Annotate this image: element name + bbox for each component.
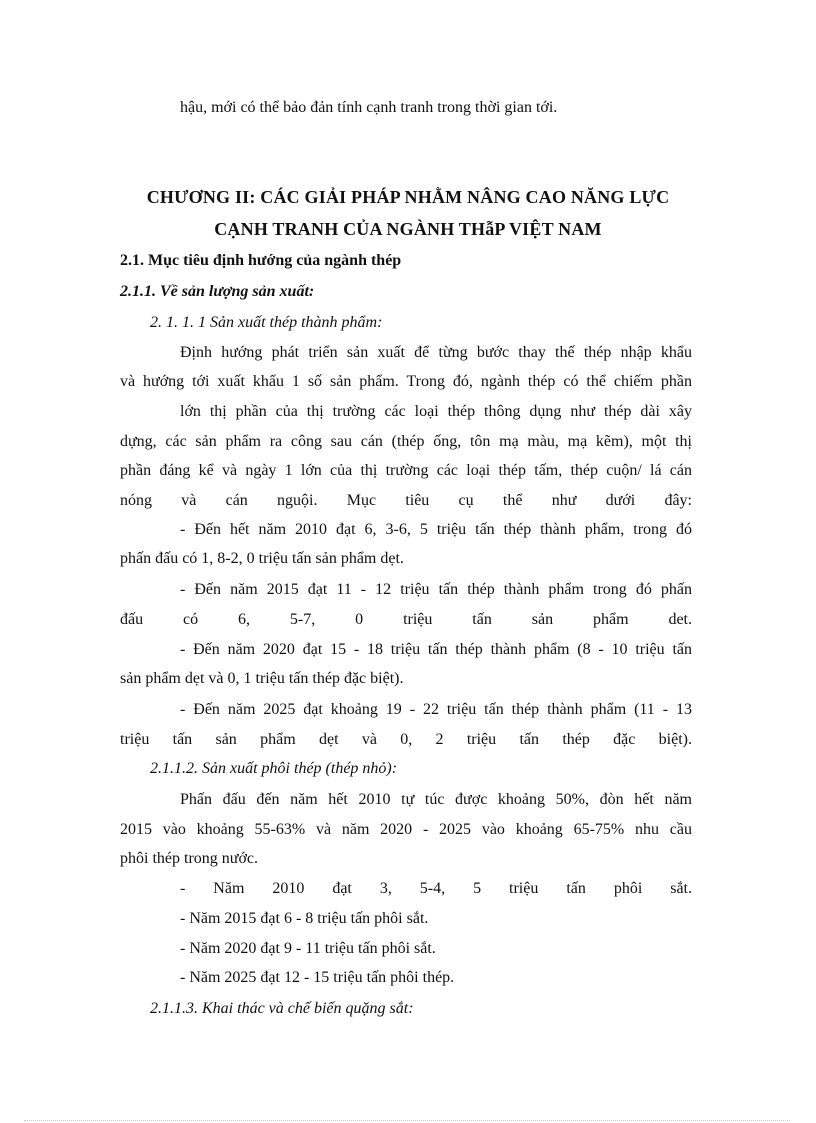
list-item: - Đến năm 2020 đạt 15 - 18 triệu tấn thép thành phẩm (8 - 10 triệu tấn xyxy=(180,641,692,658)
list-item: phấn đấu có 1, 8-2, 0 triệu tấn sản phẩm dẹt. xyxy=(120,550,404,567)
sub-subsection-heading: 2.1.1.3. Khai thác và chế biến quặng sắt: xyxy=(150,1000,414,1017)
list-item: sản phẩm dẹt và 0, 1 triệu tấn thép đặc biệt). xyxy=(120,670,404,687)
paragraph-line: phần đáng kể và ngày 1 lớn của thị trường các loại thép tấm, thép cuộn/ lá cán xyxy=(120,462,692,479)
paragraph-line: lớn thị phần của thị trường các loại thép thông dụng như thép dài xây xyxy=(180,403,692,420)
page-bottom-divider xyxy=(24,1120,790,1121)
paragraph-line: Định hướng phát triển sản xuất để từng bước thay thế thép nhập khẩu xyxy=(180,344,692,361)
paragraph-line: dựng, các sản phẩm ra công sau cán (thép ống, tôn mạ màu, mạ kẽm), một thị xyxy=(120,433,692,450)
list-item: - Năm 2020 đạt 9 - 11 triệu tấn phôi sắt. xyxy=(180,940,436,957)
list-item: triệu tấn sản phẩm dẹt và 0, 2 triệu tấn thép đặc biệt). xyxy=(120,731,692,748)
list-item: - Năm 2015 đạt 6 - 8 triệu tấn phôi sắt. xyxy=(180,910,429,927)
section-heading: 2.1. Mục tiêu định hướng của ngành thép xyxy=(120,252,402,269)
paragraph-line: phôi thép trong nước. xyxy=(120,850,258,867)
chapter-title-line-2: CẠNH TRANH CỦA NGÀNH THẫP VIỆT NAM xyxy=(214,219,602,239)
paragraph-line: 2015 vào khoảng 55-63% và năm 2020 - 2025 vào khoảng 65-75% nhu cầu xyxy=(120,821,692,838)
paragraph-line: nóng và cán nguội. Mục tiêu cụ thể như dưới đây: xyxy=(120,492,692,509)
list-item: - Năm 2025 đạt 12 - 15 triệu tấn phôi thép. xyxy=(180,969,455,986)
text-line: hậu, mới có thể bảo đản tính cạnh tranh trong thời gian tới. xyxy=(180,99,558,116)
paragraph-line: Phấn đấu đến năm hết 2010 tự túc được khoảng 50%, đòn hết năm xyxy=(180,791,692,808)
chapter-title-line-1: CHƯƠNG II: CÁC GIẢI PHÁP NHẰM NÂNG CAO NĂNG LỰC xyxy=(146,187,670,207)
list-item: đấu có 6, 5-7, 0 triệu tấn sản phẩm det. xyxy=(120,611,692,628)
sub-subsection-heading: 2.1.1.2. Sản xuất phôi thép (thép nhỏ): xyxy=(150,760,398,777)
list-item: - Năm 2010 đạt 3, 5-4, 5 triệu tấn phôi sắt. xyxy=(180,880,692,897)
subsection-heading: 2.1.1. Về sản lượng sản xuất: xyxy=(120,283,315,300)
list-item: - Đến năm 2015 đạt 11 - 12 triệu tấn thép thành phẩm trong đó phấn xyxy=(180,581,692,598)
list-item: - Đến hết năm 2010 đạt 6, 3-6, 5 triệu tấn thép thành phẩm, trong đó xyxy=(180,521,692,538)
sub-subsection-heading: 2. 1. 1. 1 Sản xuất thép thành phẩm: xyxy=(150,314,383,331)
paragraph-line: và hướng tới xuất khẩu 1 số sản phẩm. Trong đó, ngành thép có thể chiếm phần xyxy=(120,373,692,390)
list-item: - Đến năm 2025 đạt khoảng 19 - 22 triệu tấn thép thành phẩm (11 - 13 xyxy=(180,701,692,718)
